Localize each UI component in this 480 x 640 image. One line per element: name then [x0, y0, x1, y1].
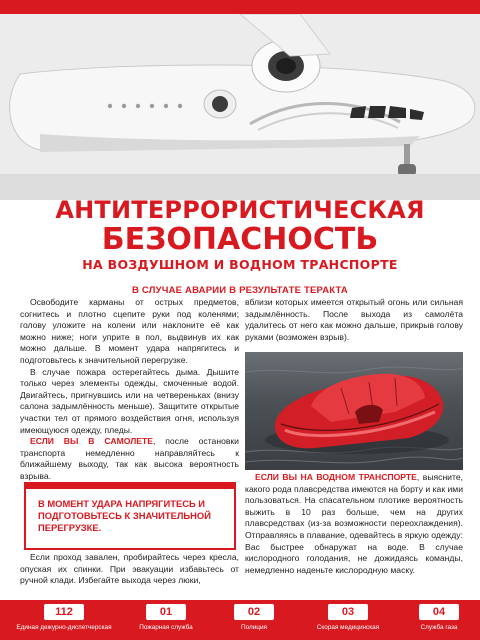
title-line-1: АНТИТЕРРОРИСТИЧЕСКАЯ — [55, 196, 425, 224]
footer-item-01 — [122, 604, 210, 638]
emergency-label: Полиция — [241, 624, 267, 631]
plane-lead: ЕСЛИ ВЫ В САМОЛЕТЕ — [30, 436, 153, 447]
emergency-label: Единая дежурно-диспетчерская — [16, 624, 112, 631]
emergency-number: 03 — [328, 604, 368, 620]
emergency-number: 02 — [234, 604, 274, 620]
paragraph: Освободите карманы от острых предметов, согнитесь и плотно сцепите руки под коленями; голову уложите на колени или наклоните её как можно ниже; ноги уприте в пол, выдвинув их как можно дальше. В момент удара напрягитесь и подготовьтесь к значительной перегрузке. — [20, 297, 239, 365]
water-lead: ЕСЛИ ВЫ НА ВОДНОМ ТРАНСПОРТЕ — [255, 472, 417, 482]
paragraph-water — [245, 472, 463, 576]
footer-item-02 — [214, 604, 294, 638]
emergency-number: 112 — [44, 604, 84, 620]
emergency-label: Пожарная служба — [139, 624, 193, 631]
title-line-3: НА ВОЗДУШНОМ И ВОДНОМ ТРАНСПОРТЕ — [82, 257, 398, 272]
warning-callout — [24, 482, 236, 550]
right-column-text — [245, 297, 463, 343]
water-text: , выясните, какого рода плавсредства имеются на борту и как ими пользоваться. На спасательном плотике вероятность выжить в 10 раз больше, чем на других плавсредствах (из-за возможности переохлаждения). Отправляясь в плавание, одевайтесь в яркую одежду: Вас быстрее обнаружат на воде. В случае кислородного голодания, не дожидаясь команды, немедленно наденьте кислородную маску. — [245, 472, 463, 575]
life-raft-illustration — [245, 352, 463, 470]
airplane-illustration — [0, 14, 480, 200]
left-column-text — [20, 297, 239, 483]
left-column-text-continued — [20, 552, 239, 587]
top-red-band — [0, 0, 480, 14]
callout-top-bar — [24, 482, 236, 489]
right-column-text-continued — [245, 472, 463, 576]
emergency-label: Скорая медицинская — [316, 624, 380, 631]
life-raft-photo — [245, 352, 463, 470]
footer-item-04 — [402, 604, 476, 638]
emergency-number: 01 — [146, 604, 186, 620]
paragraph-plane — [20, 436, 239, 482]
footer-item-03 — [298, 604, 398, 638]
title-line-2: БЕЗОПАСНОСТЬ — [101, 222, 379, 257]
emergency-numbers-footer — [0, 600, 480, 640]
footer-item-112 — [4, 604, 124, 638]
emergency-number: 04 — [419, 604, 459, 620]
emergency-label: Служба газа — [420, 624, 458, 631]
callout-text: В МОМЕНТ УДАРА НАПРЯГИТЕСЬ И ПОДГОТОВЬТЕСЬ К ЗНАЧИТЕЛЬНОЙ ПЕРЕГРУЗКЕ. — [38, 498, 211, 533]
paragraph: вблизи которых имеется открытый огонь или сильная задымлённость. После выхода из самолёта удалитесь от него как можно дальше, прикрыв голову руками (возможен взрыв). — [245, 297, 463, 342]
title-block — [0, 196, 480, 274]
airplane-photo — [0, 14, 480, 200]
paragraph: Если проход завален, пробирайтесь через кресла, опуская их спинки. При эвакуации избавьтесь от ручной клади. Избегайте выхода через люки, — [20, 552, 239, 586]
plane-text: , после остановки транспорта немедленно направляйтесь к ближайшему выходу, так как высока вероятность взрыва. — [20, 436, 239, 481]
paragraph: В случае пожара остерегайтесь дыма. Дышите только через элементы одежды, смоченные водой. Двигайтесь, пригнувшись или на четвереньках (внизу салона задымлённость меньше). Защитите открытые участки тел от прямого воздействия огня, используя имеющуюся одежду, пледы. — [20, 366, 239, 435]
section-subheading: В СЛУЧАЕ АВАРИИ В РЕЗУЛЬТАТЕ ТЕРАКТА — [132, 285, 348, 296]
